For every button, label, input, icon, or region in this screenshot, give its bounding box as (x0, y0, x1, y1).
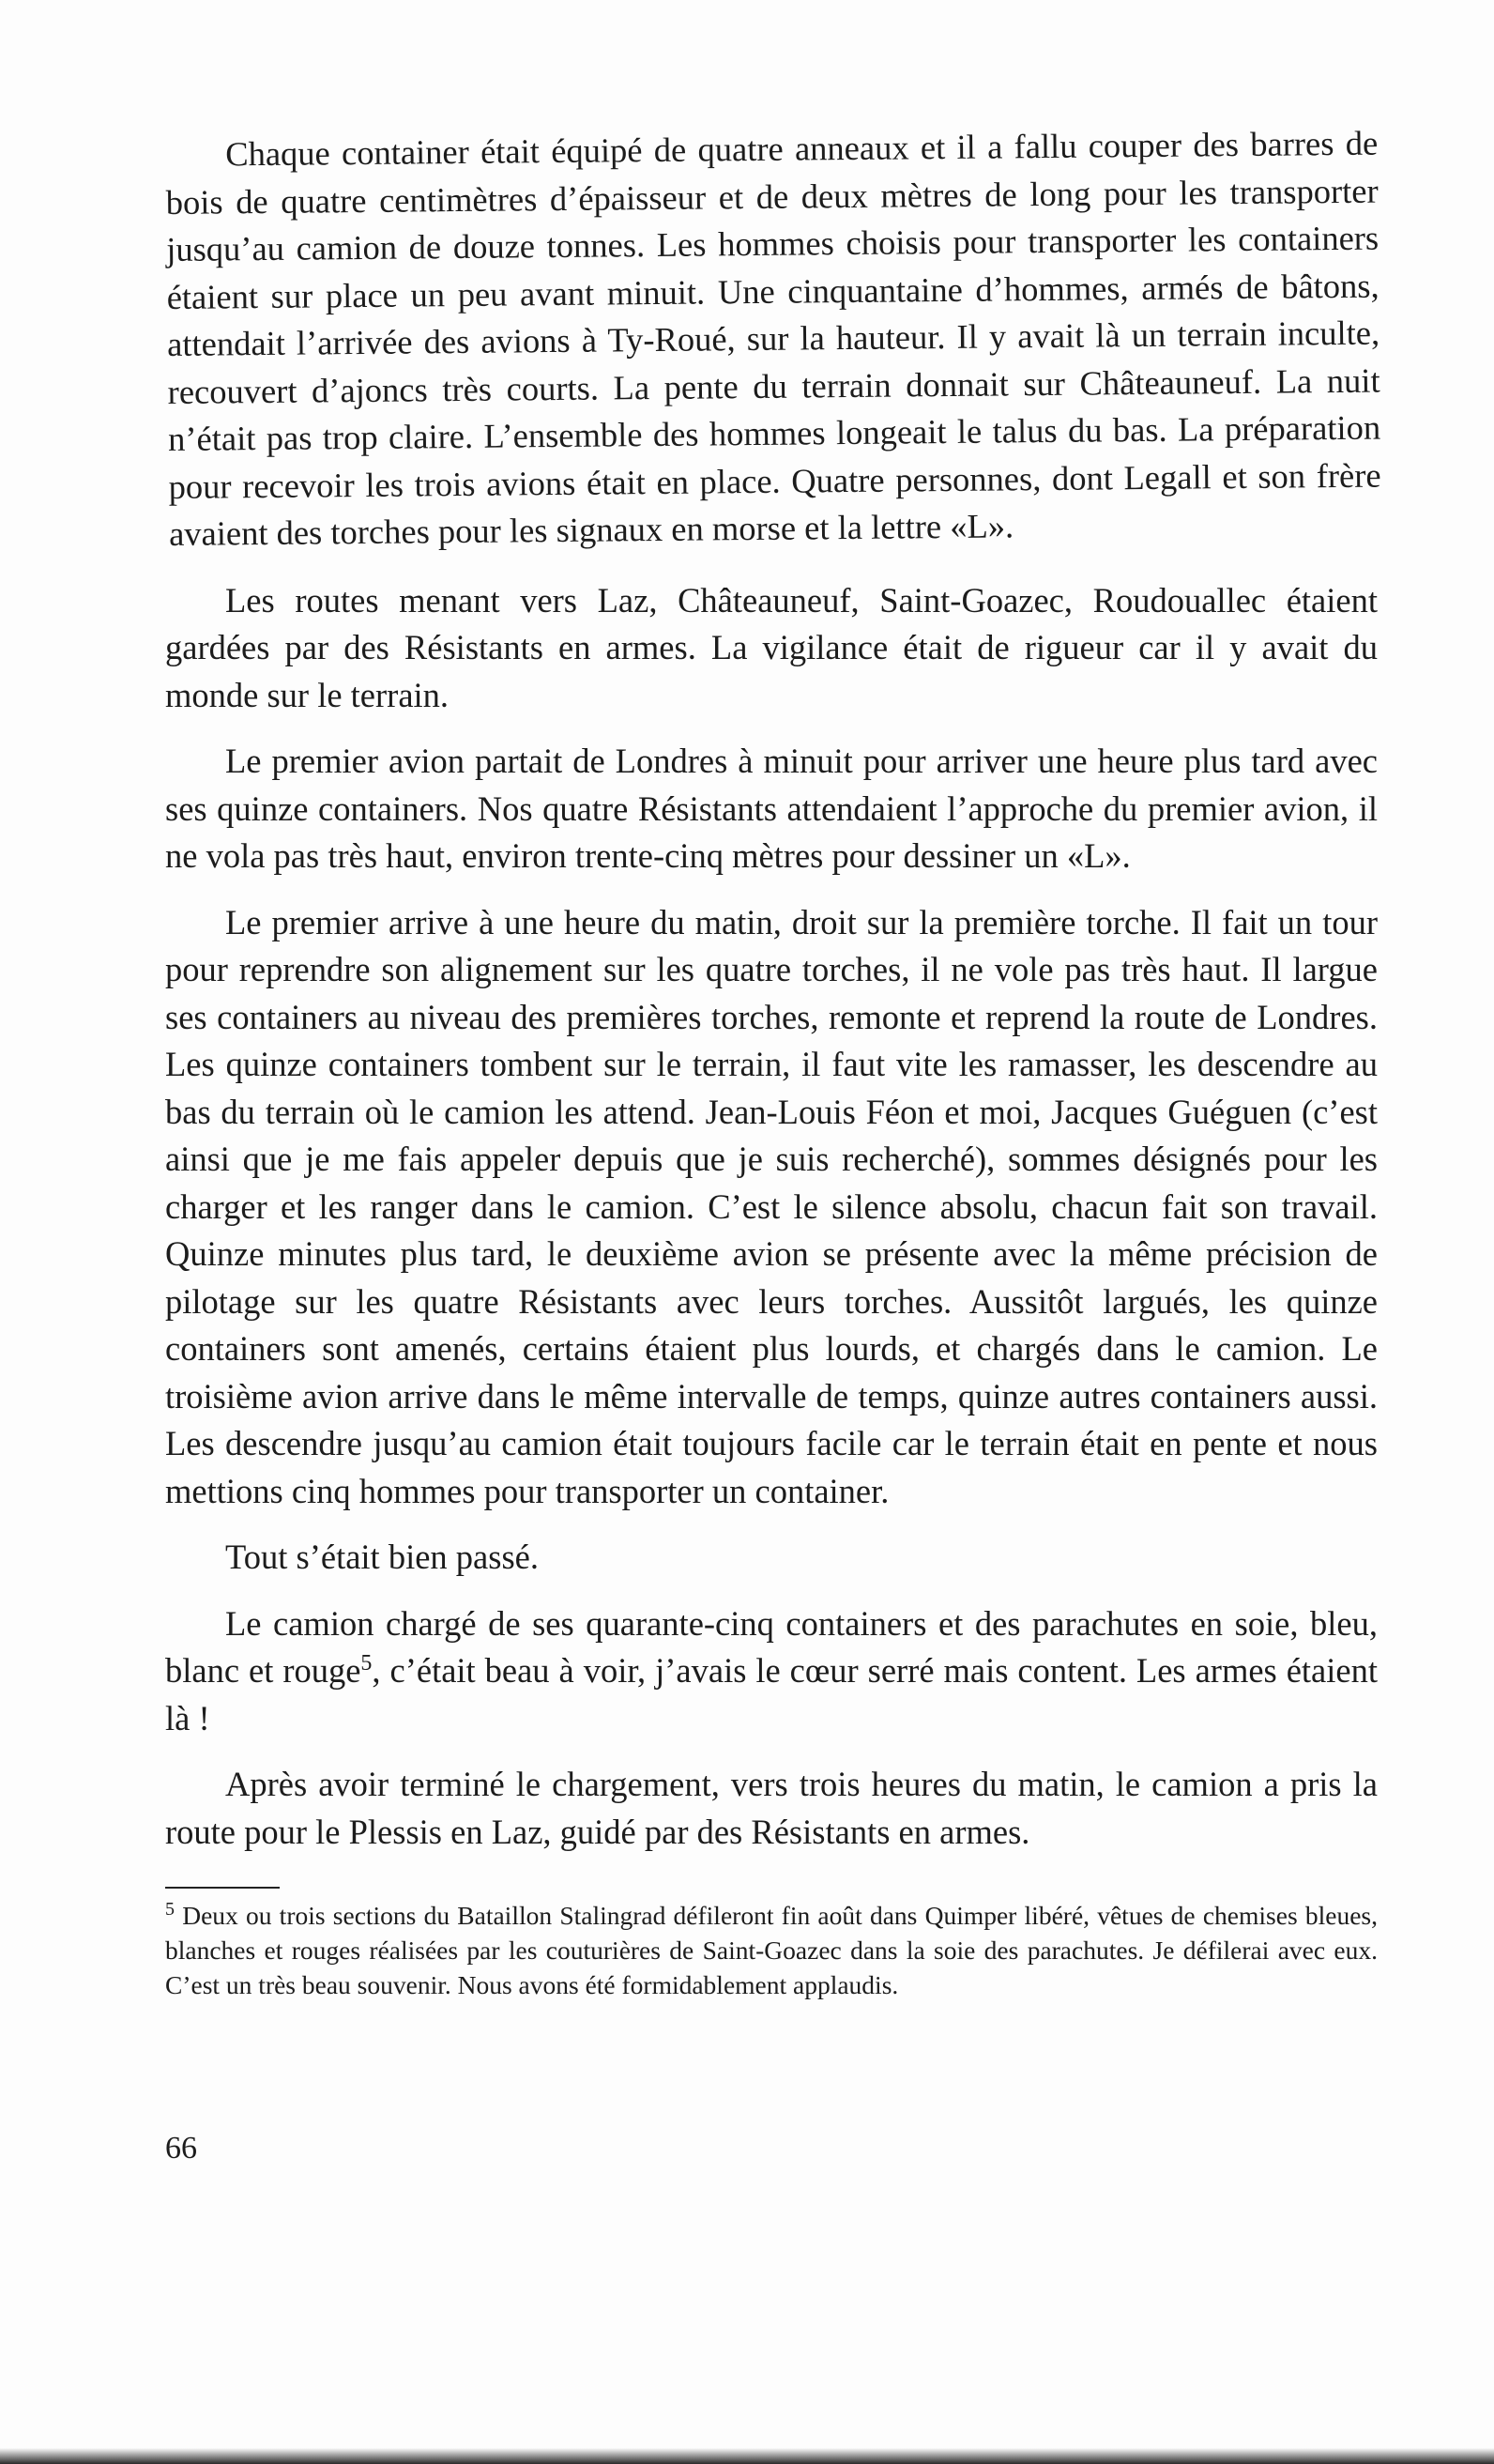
footnote-text: Deux ou trois sections du Bataillon Stalingrad défileront fin août dans Quimper libéré, vêtues de chemises bleues, blanches et rouges réalisées par les couturières de Saint-Goazec dans la soie des parachutes. Je défilerai avec eux. C’est un très beau souvenir. Nous avons été formidablement applaudis. (165, 1901, 1378, 1999)
footnote-marker: 5 (165, 1898, 175, 1920)
paragraph-routes: Les routes menant vers Laz, Châteauneuf, Saint-Goazec, Roudouallec étaient gardées par des Résistants en armes. La vigilance était de rigueur car il y avait du monde sur le terrain. (165, 580, 1378, 714)
paragraph-containers: Chaque container était équipé de quatre anneaux et il a fallu couper des barres de bois de quatre centimètres d’épaisseur et de deux mètres de long pour les transporter jusqu’au camion de douze tonnes. Les hommes choisis pour transporter les containers étaient sur place un peu avant minuit. Une cinquantaine d’hommes, armés de bâtons, attendait l’arrivée des avions à Ty-Roué, sur la hauteur. Il y avait là un terrain inculte, recouvert d’ajoncs très courts. La pente du terrain donnait sur Châteauneuf. La nuit n’était pas trop claire. L’ensemble des hommes longeait le talus du bas. La préparation pour recevoir les trois avions était en place. Quatre personnes, dont Legall et son frère avaient des torches pour les signaux en morse et la lettre «L». (165, 123, 1381, 553)
footnote (165, 1898, 1378, 2002)
footnote-separator (165, 1887, 280, 1889)
main-text (165, 123, 1381, 1875)
paragraph-truck-text-end: , c’était beau à voir, j’avais le cœur serré mais content. Les armes étaient là ! (165, 1651, 1378, 1737)
footnote-reference: 5 (360, 1650, 373, 1676)
paragraph-truck-loaded (165, 1600, 1378, 1743)
paragraph-all-good: Tout s’était bien passé. (225, 1538, 539, 1576)
page-number: 66 (165, 2131, 197, 2166)
paragraph-truck-text: Le camion chargé de ses quarante-cinq containers et des parachutes en soie, bleu, blanc et rouge (165, 1603, 1378, 1690)
scan-edge (0, 2448, 1494, 2464)
paragraph-first-plane: Le premier avion partait de Londres à minuit pour arriver une heure plus tard avec ses quinze containers. Nos quatre Résistants attendaient l’approche du premier avion, il ne vola pas très haut, environ trente-cinq mètres pour dessiner un «L». (165, 742, 1378, 875)
paragraph-drop: Le premier arrive à une heure du matin, droit sur la première torche. Il fait un tour pour reprendre son alignement sur les quatre torches, il ne vole pas très haut. Il largue ses containers au niveau des premières torches, remonte et reprend la route de Londres. Les quinze containers tombent sur le terrain, il faut vite les ramasser, les descendre au bas du terrain où le camion les attend. Jean-Louis Féon et moi, Jacques Guéguen (c’est ainsi que je me fais appeler depuis que je suis recherché), sommes désignés pour les charger et les ranger dans le camion. C’est le silence absolu, chacun fait son travail. Quinze minutes plus tard, le deuxième avion se présente avec la même précision de pilotage sur les quatre Résistants avec leurs torches. Aussitôt largués, les quinze containers sont amenés, certains étaient plus lourds, et chargés dans le camion. Le troisième avion arrive dans le même intervalle de temps, quinze autres containers aussi. Les descendre jusqu’au camion était toujours facile car le terrain était en pente et nous mettions cinq hommes pour transporter un container. (165, 902, 1378, 1510)
paragraph-departure: Après avoir terminé le chargement, vers trois heures du matin, le camion a pris la route pour le Plessis en Laz, guidé par des Résistants en armes. (165, 1765, 1378, 1851)
